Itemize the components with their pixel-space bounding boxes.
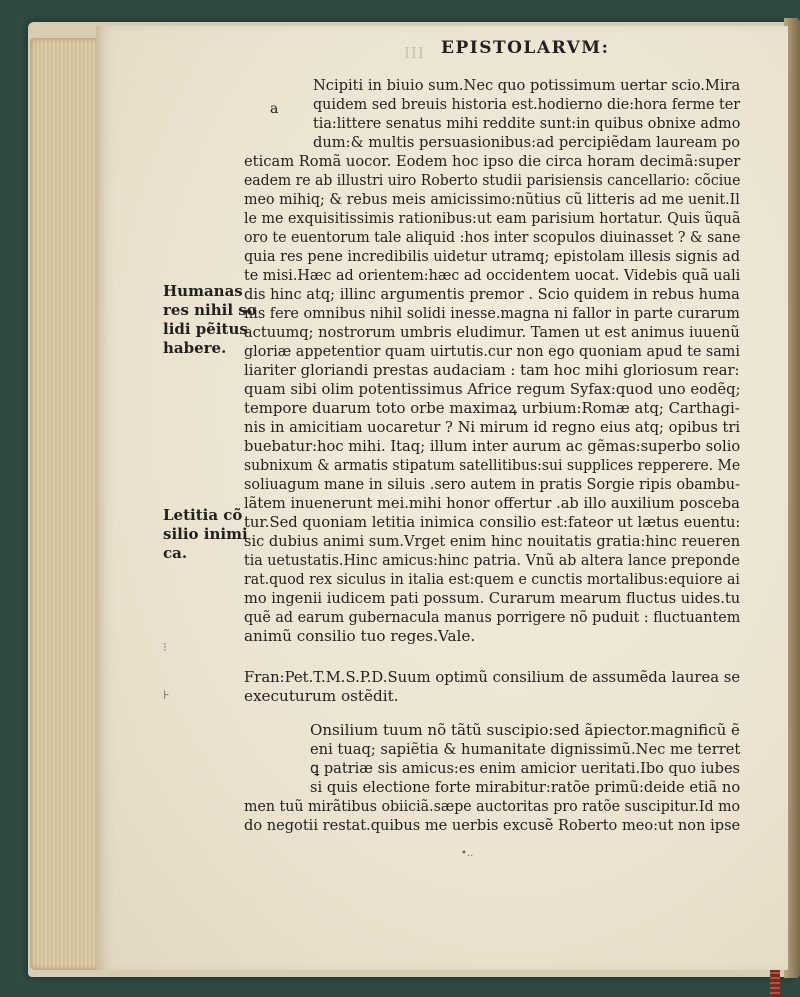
text-line: do negotii restat.quibus me uerbis excusẽ Roberto meo:ut non ipse	[244, 816, 741, 834]
text-line: sic dubius animi sum.Vrget enim hinc nouitatis gratia:hinc reueren	[244, 532, 741, 550]
text-line: eni tuaq; sapiẽtia & humanitate dignissimũ.Nec me terret	[310, 740, 741, 758]
margin-note-line: res nihil so	[163, 301, 257, 319]
margin-smudge: ⁝	[163, 640, 167, 654]
text-line: nis in amicitiam uocaretur ? Ni mirum id regno eius atq; opibus tri	[244, 418, 741, 436]
running-head: EPISTOLARVM:	[441, 38, 610, 58]
text-line: quia res pene incredibilis uidetur utramq; epistolam illesis signis ad	[244, 247, 741, 265]
rubric-line: executurum ostẽdit.	[244, 687, 399, 705]
text-line: eadem re ab illustri uiro Roberto studii parisiensis cancellario: cõciue	[244, 171, 741, 189]
text-line: eticam Romã uocor. Eodem hoc ipso die circa horam decimã:super	[244, 152, 741, 170]
text-line: Onsilium tuum nõ tãtũ suscipio:sed ãpiector.magnificũ ẽ	[310, 721, 740, 739]
bottom-mark: •..	[461, 848, 474, 859]
text-line: subnixum & armatis stipatum satellitibus:sui supplices repperere. Me	[244, 456, 741, 474]
text-line: men tuũ mirãtibus obiiciã.sæpe auctoritas pro ratõe suscipitur.Id mo	[244, 797, 741, 815]
show-through-text: III	[404, 44, 425, 62]
margin-note-line: silio inimi	[163, 525, 248, 543]
text-line: lãtem inuenerunt mei.mihi honor offertur .ab illo auxilium posceba	[244, 494, 740, 512]
margin-note-line: ca.	[163, 544, 188, 562]
text-line: dum:& multis persuasionibus:ad percipiẽdam lauream po	[313, 133, 741, 151]
text-line: oro te euentorum tale aliquid :hos inter scopulos diuinasset ? & sane	[244, 228, 741, 246]
text-line: tur.Sed quoniam letitia inimica consilio est:fateor ut lætus euentu:	[244, 513, 741, 531]
text-line: tia uetustatis.Hinc amicus:hinc patria. Vnũ ab altera lance preponde	[244, 551, 740, 569]
text-line: tia:littere senatus mihi reddite sunt:in quibus obnixe admo	[313, 114, 741, 132]
text-line: dis hinc atq; illinc argumentis premor . Scio quidem in rebus huma	[244, 285, 740, 303]
text-line: actuumq; nostrorum umbris eludimur. Tamen ut est animus iuuenũ	[244, 323, 740, 341]
text-line: si quis electione forte mirabitur:ratõe primũ:deide etiã no	[310, 778, 741, 796]
text-line: gloriæ appetentior quam uirtutis.cur non ego quoniam apud te sami	[244, 342, 740, 360]
margin-note-line: habere.	[163, 339, 227, 357]
text-line: quẽ ad earum gubernacula manus porrigere nõ puduit : fluctuantem	[244, 608, 741, 626]
text-line: rat.quod rex siculus in italia est:quem e cunctis mortalibus:equiore ai	[244, 570, 740, 588]
text-line: tempore duarum toto orbe maximaꝝ urbium:Romæ atq; Carthagi-	[244, 399, 740, 417]
text-line: te misi.Hæc ad orientem:hæc ad occidentem uocat. Videbis quã uali	[244, 266, 741, 284]
margin-note-line: Humanas	[163, 282, 243, 300]
text-line: meo mihiq; & rebus meis amicissimo:nũtius cũ litteris ad me uenit.Il	[244, 190, 740, 208]
page-edges	[30, 38, 102, 970]
text-line: mo ingenii iudicem pati possum. Curarum mearum fluctus uides.tu	[244, 589, 741, 607]
text-line: soliuagum mane in siluis .sero autem in pratis Sorgie ripis obambu-	[244, 475, 740, 493]
margin-note-line: lidi pẽitus	[163, 320, 248, 338]
text-line: nis fere omnibus nihil solidi inesse.magna ni fallor in parte curarum	[244, 304, 740, 322]
margin-note-line: Letitia cõ	[163, 506, 243, 524]
text-line: le me exquisitissimis rationibus:ut eam parisium hortatur. Quis ũquã	[244, 209, 741, 227]
text-line: animũ consilio tuo reges.Vale.	[244, 627, 476, 645]
text-line: Ncipiti in biuio sum.Nec quo potissimum uertar scio.Mira	[313, 76, 741, 94]
text-line: ꝗ patriæ sis amicus:es enim amicior ueritati.Ibo quo iubes	[310, 759, 741, 777]
text-line: liariter gloriandi prestas audaciam : tam hoc mihi gloriosum rear:	[244, 361, 740, 379]
guide-letter: a	[270, 101, 279, 117]
margin-smudge: ⊦	[163, 688, 170, 702]
text-line: quidem sed breuis historia est.hodierno die:hora ferme ter	[313, 95, 741, 113]
rubric-line: Fran:Pet.T.M.S.P.D.Suum optimũ consilium de assumẽda laurea se	[244, 668, 741, 686]
text-line: quam sibi olim potentissimus Africe regum Syfax:quod uno eodẽq;	[244, 380, 741, 398]
text-line: buebatur:hoc mihi. Itaq; illum inter aurum ac gẽmas:superbo solio	[244, 437, 741, 455]
